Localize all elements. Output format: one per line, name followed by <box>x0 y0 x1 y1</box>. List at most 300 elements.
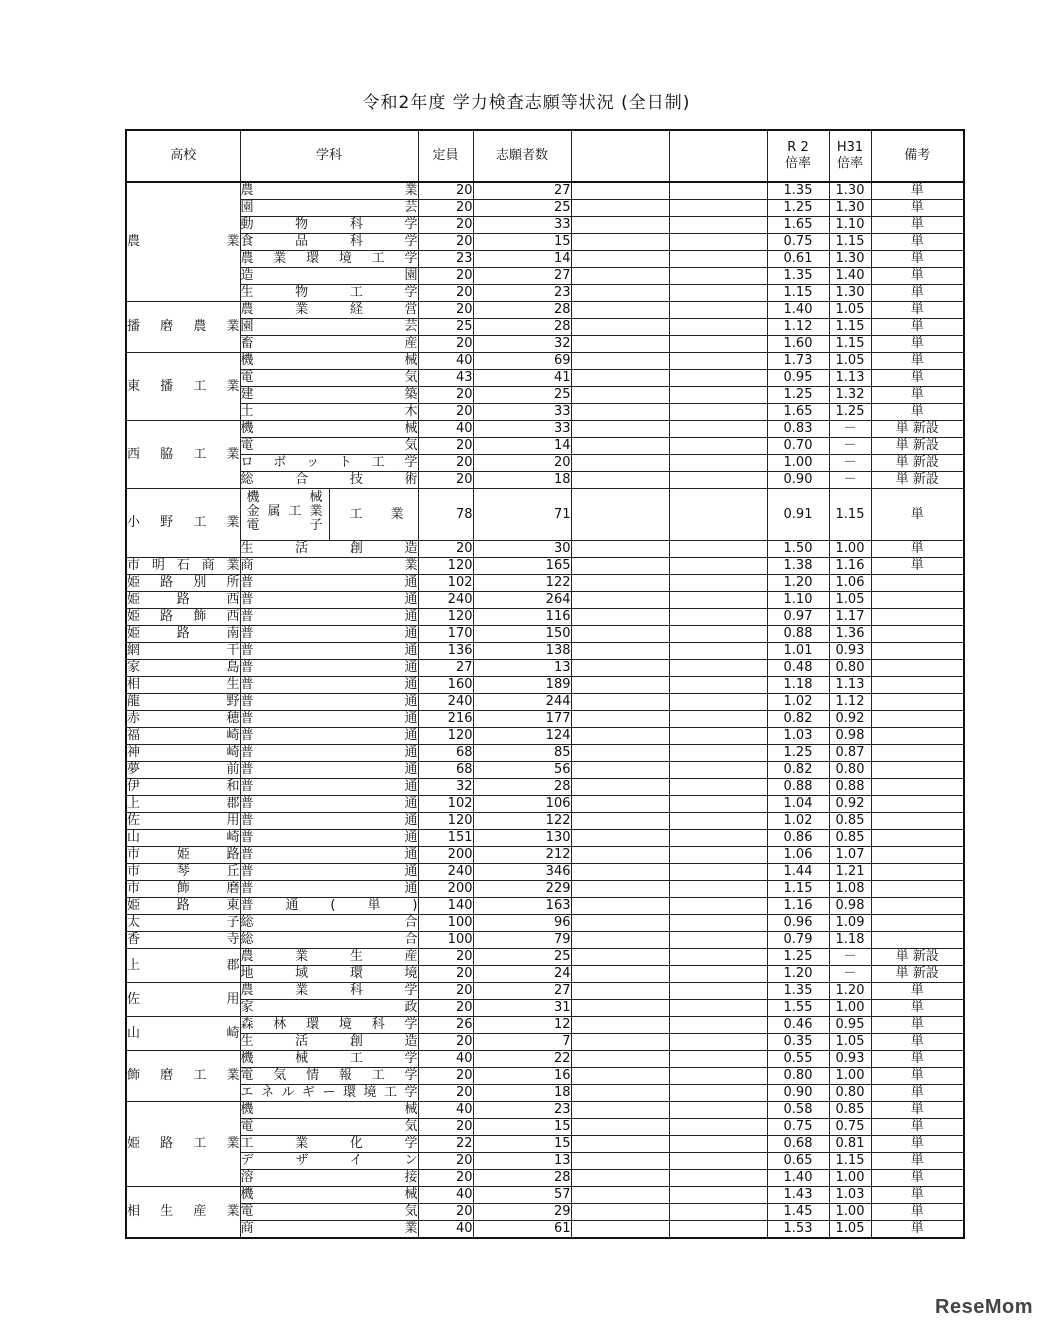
blank-cell <box>571 319 669 336</box>
dept-name: 工業 <box>349 506 404 522</box>
dept-name: 普通 <box>240 626 418 641</box>
h31-ratio-cell: 0.85 <box>829 813 871 830</box>
r2-ratio-cell: 0.95 <box>767 370 829 387</box>
r2-ratio-cell: 1.18 <box>767 677 829 694</box>
capacity-cell: 40 <box>418 353 473 370</box>
blank-cell <box>571 353 669 370</box>
applicants-cell: 23 <box>473 285 571 302</box>
note-cell: 単 <box>871 1034 964 1051</box>
note-cell: 単 新設 <box>871 455 964 472</box>
table-row <box>126 268 964 285</box>
blank-cell <box>669 1017 767 1034</box>
note-cell <box>871 881 964 898</box>
blank-cell <box>571 881 669 898</box>
applicants-cell: 25 <box>473 949 571 966</box>
applicants-cell: 189 <box>473 677 571 694</box>
blank-cell <box>571 370 669 387</box>
header-blank-1 <box>571 130 669 182</box>
h31-ratio-cell: 1.13 <box>829 677 871 694</box>
applicants-cell: 33 <box>473 217 571 234</box>
table-row <box>126 1085 964 1102</box>
table-row <box>126 728 964 745</box>
table-row <box>126 575 964 592</box>
dept-name: 機械 <box>240 353 418 368</box>
h31-ratio-cell: 1.30 <box>829 182 871 200</box>
note-cell: 単 <box>871 370 964 387</box>
h31-ratio-cell: 1.15 <box>829 1153 871 1170</box>
r2-ratio-cell: 0.35 <box>767 1034 829 1051</box>
dept-name: 普通 <box>240 711 418 726</box>
applicants-cell: 13 <box>473 1153 571 1170</box>
h31-ratio-cell: 1.00 <box>829 1068 871 1085</box>
note-cell <box>871 694 964 711</box>
r2-ratio-cell: 1.25 <box>767 745 829 762</box>
h31-ratio-cell: 1.30 <box>829 251 871 268</box>
applicants-cell: 28 <box>473 779 571 796</box>
blank-cell <box>571 1136 669 1153</box>
blank-cell <box>571 336 669 353</box>
h31-ratio-cell: 1.15 <box>829 336 871 353</box>
r2-ratio-cell: 1.45 <box>767 1204 829 1221</box>
note-cell <box>871 575 964 592</box>
h31-ratio-cell: 1.30 <box>829 200 871 217</box>
school-name: 姫路工業 <box>126 1102 240 1187</box>
capacity-cell: 20 <box>418 268 473 285</box>
table-row <box>126 711 964 728</box>
h31-ratio-cell: 0.75 <box>829 1119 871 1136</box>
h31-ratio-cell: 1.15 <box>829 234 871 251</box>
blank-cell <box>571 1034 669 1051</box>
school-name: 小野工業 <box>126 489 240 558</box>
table-row <box>126 404 964 421</box>
dept-name: 造園 <box>240 268 418 283</box>
blank-cell <box>571 626 669 643</box>
table-row <box>126 558 964 575</box>
table-row <box>126 830 964 847</box>
r2-ratio-cell: 1.40 <box>767 1170 829 1187</box>
r2-ratio-cell: 1.44 <box>767 864 829 881</box>
note-cell: 単 <box>871 983 964 1000</box>
blank-cell <box>669 966 767 983</box>
blank-cell <box>571 864 669 881</box>
capacity-cell: 20 <box>418 200 473 217</box>
r2-ratio-cell: 1.35 <box>767 983 829 1000</box>
h31-ratio-cell: 1.15 <box>829 319 871 336</box>
blank-cell <box>571 711 669 728</box>
table-row <box>126 353 964 370</box>
r2-ratio-cell: 0.55 <box>767 1051 829 1068</box>
blank-cell <box>571 966 669 983</box>
dept-name: エネルギー環境工学 <box>240 1085 418 1100</box>
r2-ratio-cell: 1.20 <box>767 575 829 592</box>
h31-ratio-cell: 1.05 <box>829 302 871 319</box>
capacity-cell: 20 <box>418 455 473 472</box>
h31-ratio-cell: － <box>829 966 871 983</box>
school-name: 姫路別所 <box>127 575 240 590</box>
r2-ratio-cell: 0.90 <box>767 472 829 489</box>
blank-cell <box>669 1068 767 1085</box>
note-cell: 単 <box>871 1187 964 1204</box>
capacity-cell: 102 <box>418 796 473 813</box>
blank-cell <box>571 1017 669 1034</box>
blank-cell <box>571 898 669 915</box>
header-school: 高校 <box>126 130 240 182</box>
applicants-cell: 30 <box>473 541 571 558</box>
note-cell <box>871 813 964 830</box>
capacity-cell: 22 <box>418 1136 473 1153</box>
table-row <box>126 541 964 558</box>
h31-ratio-cell: 0.88 <box>829 779 871 796</box>
applicants-cell: 138 <box>473 643 571 660</box>
note-cell: 単 <box>871 234 964 251</box>
capacity-cell: 23 <box>418 251 473 268</box>
blank-cell <box>669 677 767 694</box>
capacity-cell: 20 <box>418 1000 473 1017</box>
sub-dept: 金属工業 <box>246 504 323 519</box>
h31-ratio-cell: 1.20 <box>829 983 871 1000</box>
table-row <box>126 1204 964 1221</box>
capacity-cell: 20 <box>418 1170 473 1187</box>
r2-ratio-cell: 0.70 <box>767 438 829 455</box>
blank-cell <box>571 489 669 541</box>
dept-name: 電気情報工学 <box>240 1068 418 1083</box>
table-row <box>126 200 964 217</box>
applicants-cell: 33 <box>473 421 571 438</box>
applicants-cell: 69 <box>473 353 571 370</box>
dept-name: 農業環境工学 <box>240 251 418 266</box>
blank-cell <box>669 336 767 353</box>
capacity-cell: 102 <box>418 575 473 592</box>
note-cell <box>871 932 964 949</box>
school-name: 市姫路 <box>127 847 240 862</box>
blank-cell <box>669 711 767 728</box>
table-row <box>126 182 964 200</box>
dept-name: 農業 <box>240 183 418 198</box>
blank-cell <box>669 217 767 234</box>
note-cell: 単 <box>871 1204 964 1221</box>
header-applicants: 志願者数 <box>473 130 571 182</box>
blank-cell <box>571 285 669 302</box>
dept-name: 普通 <box>240 609 418 624</box>
blank-cell <box>571 251 669 268</box>
r2-ratio-cell: 0.90 <box>767 1085 829 1102</box>
note-cell: 単 新設 <box>871 472 964 489</box>
r2-ratio-cell: 1.15 <box>767 285 829 302</box>
capacity-cell: 20 <box>418 438 473 455</box>
school-name: 飾磨工業 <box>126 1051 240 1102</box>
capacity-cell: 140 <box>418 898 473 915</box>
capacity-cell: 40 <box>418 1187 473 1204</box>
blank-cell <box>571 609 669 626</box>
applicants-cell: 32 <box>473 336 571 353</box>
note-cell: 単 <box>871 387 964 404</box>
blank-cell <box>669 1102 767 1119</box>
dept-name: 普通 <box>240 660 418 675</box>
blank-cell <box>571 575 669 592</box>
note-cell: 単 <box>871 1170 964 1187</box>
applicants-cell: 20 <box>473 455 571 472</box>
applicants-cell: 33 <box>473 404 571 421</box>
blank-cell <box>669 1187 767 1204</box>
r2-ratio-cell: 0.61 <box>767 251 829 268</box>
capacity-cell: 20 <box>418 302 473 319</box>
capacity-cell: 240 <box>418 694 473 711</box>
dept-name: 家政 <box>240 1000 418 1015</box>
note-cell: 単 新設 <box>871 949 964 966</box>
dept-name: ロボット工学 <box>240 455 418 470</box>
r2-ratio-cell: 1.55 <box>767 1000 829 1017</box>
capacity-cell: 20 <box>418 1153 473 1170</box>
capacity-cell: 20 <box>418 182 473 200</box>
capacity-cell: 27 <box>418 660 473 677</box>
h31-ratio-cell: － <box>829 472 871 489</box>
school-name: 市琴丘 <box>127 864 240 879</box>
applicants-cell: 56 <box>473 762 571 779</box>
blank-cell <box>571 643 669 660</box>
capacity-cell: 25 <box>418 319 473 336</box>
applicants-cell: 165 <box>473 558 571 575</box>
h31-ratio-cell: 1.16 <box>829 558 871 575</box>
school-name: 佐用 <box>127 813 240 828</box>
note-cell: 単 新設 <box>871 438 964 455</box>
dept-name: 電気 <box>240 438 418 453</box>
h31-ratio-cell: 1.00 <box>829 1204 871 1221</box>
blank-cell <box>571 302 669 319</box>
blank-cell <box>669 932 767 949</box>
note-cell: 単 <box>871 1085 964 1102</box>
h31-ratio-cell: 0.85 <box>829 1102 871 1119</box>
r2-ratio-cell: 1.20 <box>767 966 829 983</box>
h31-ratio-cell: 1.12 <box>829 694 871 711</box>
capacity-cell: 20 <box>418 217 473 234</box>
applicants-cell: 18 <box>473 1085 571 1102</box>
dept-name: 商業 <box>240 558 418 573</box>
note-cell <box>871 762 964 779</box>
applicants-cell: 14 <box>473 438 571 455</box>
dept-name: デザイン <box>240 1153 418 1168</box>
header-blank-2 <box>669 130 767 182</box>
blank-cell <box>669 558 767 575</box>
capacity-cell: 151 <box>418 830 473 847</box>
blank-cell <box>571 796 669 813</box>
dept-name: 総合 <box>240 915 418 930</box>
capacity-cell: 200 <box>418 881 473 898</box>
dept-name: 農業経営 <box>240 302 418 317</box>
dept-name: 普通(単) <box>240 898 418 913</box>
r2-ratio-cell: 1.02 <box>767 694 829 711</box>
dept-name: 普通 <box>240 728 418 743</box>
table-row <box>126 455 964 472</box>
h31-ratio-cell: 1.18 <box>829 932 871 949</box>
table-row <box>126 285 964 302</box>
table-row <box>126 983 964 1000</box>
blank-cell <box>571 677 669 694</box>
capacity-cell: 68 <box>418 762 473 779</box>
blank-cell <box>669 915 767 932</box>
blank-cell <box>669 1000 767 1017</box>
dept-name: 土木 <box>240 404 418 419</box>
blank-cell <box>669 1119 767 1136</box>
note-cell <box>871 796 964 813</box>
dept-name: 普通 <box>240 779 418 794</box>
h31-ratio-cell: 1.09 <box>829 915 871 932</box>
blank-cell <box>571 1119 669 1136</box>
table-row <box>126 660 964 677</box>
table-row <box>126 847 964 864</box>
applicants-cell: 15 <box>473 1136 571 1153</box>
note-cell <box>871 864 964 881</box>
capacity-cell: 40 <box>418 1102 473 1119</box>
dept-name: 電気 <box>240 1119 418 1134</box>
dept-name: 普通 <box>240 762 418 777</box>
dept-name: 普通 <box>240 592 418 607</box>
h31-ratio-cell: 0.81 <box>829 1136 871 1153</box>
blank-cell <box>669 575 767 592</box>
blank-cell <box>669 1051 767 1068</box>
blank-cell <box>669 200 767 217</box>
capacity-cell: 20 <box>418 541 473 558</box>
blank-cell <box>571 932 669 949</box>
note-cell: 単 <box>871 302 964 319</box>
applicants-cell: 15 <box>473 234 571 251</box>
applicants-cell: 96 <box>473 915 571 932</box>
table-row <box>126 387 964 404</box>
capacity-cell: 32 <box>418 779 473 796</box>
blank-cell <box>669 472 767 489</box>
blank-cell <box>571 1068 669 1085</box>
school-name: 龍野 <box>127 694 240 709</box>
capacity-cell: 20 <box>418 336 473 353</box>
r2-ratio-cell: 0.58 <box>767 1102 829 1119</box>
dept-name: 生活創造 <box>240 541 418 556</box>
blank-cell <box>571 694 669 711</box>
r2-ratio-cell: 1.04 <box>767 796 829 813</box>
applicants-cell: 177 <box>473 711 571 728</box>
applicants-cell: 130 <box>473 830 571 847</box>
blank-cell <box>571 438 669 455</box>
h31-ratio-cell: 0.95 <box>829 1017 871 1034</box>
school-name: 姫路東 <box>127 898 240 913</box>
r2-ratio-cell: 1.35 <box>767 268 829 285</box>
capacity-cell: 100 <box>418 932 473 949</box>
page-title: 令和2年度 学力検査志願等状況 (全日制) <box>362 93 691 113</box>
table-row <box>126 643 964 660</box>
r2-ratio-cell: 1.10 <box>767 592 829 609</box>
note-cell: 単 <box>871 1068 964 1085</box>
capacity-cell: 68 <box>418 745 473 762</box>
h31-ratio-cell: 0.92 <box>829 796 871 813</box>
table-row <box>126 1119 964 1136</box>
applicants-cell: 13 <box>473 660 571 677</box>
note-cell: 単 <box>871 1051 964 1068</box>
blank-cell <box>571 1221 669 1239</box>
dept-name: 総合 <box>240 932 418 947</box>
school-name: 上郡 <box>126 949 240 983</box>
header-dept: 学科 <box>240 130 418 182</box>
r2-ratio-cell: 0.48 <box>767 660 829 677</box>
blank-cell <box>669 489 767 541</box>
h31-ratio-cell: 1.25 <box>829 404 871 421</box>
capacity-cell: 20 <box>418 404 473 421</box>
applicants-cell: 25 <box>473 200 571 217</box>
table-row <box>126 762 964 779</box>
h31-ratio-cell: 1.15 <box>829 489 871 541</box>
r2-ratio-cell: 1.40 <box>767 302 829 319</box>
h31-ratio-cell: － <box>829 949 871 966</box>
applicants-cell: 122 <box>473 575 571 592</box>
applicants-cell: 7 <box>473 1034 571 1051</box>
r2-ratio-cell: 1.65 <box>767 217 829 234</box>
r2-ratio-cell: 1.35 <box>767 182 829 200</box>
blank-cell <box>571 182 669 200</box>
applicants-cell: 244 <box>473 694 571 711</box>
blank-cell <box>571 558 669 575</box>
table-row <box>126 489 964 541</box>
r2-ratio-cell: 0.88 <box>767 779 829 796</box>
applicants-cell: 150 <box>473 626 571 643</box>
table-row <box>126 472 964 489</box>
dept-name: 動物科学 <box>240 217 418 232</box>
h31-ratio-cell: 1.03 <box>829 1187 871 1204</box>
dept-name: 普通 <box>240 575 418 590</box>
applicants-cell: 15 <box>473 1119 571 1136</box>
capacity-cell: 120 <box>418 558 473 575</box>
blank-cell <box>669 830 767 847</box>
header-row <box>126 130 964 182</box>
note-cell <box>871 779 964 796</box>
h31-ratio-cell: 0.93 <box>829 643 871 660</box>
school-name: 家島 <box>127 660 240 675</box>
applicants-cell: 61 <box>473 1221 571 1239</box>
capacity-cell: 43 <box>418 370 473 387</box>
capacity-cell: 40 <box>418 421 473 438</box>
blank-cell <box>571 387 669 404</box>
school-name: 伊和 <box>127 779 240 794</box>
h31-ratio-cell: 1.36 <box>829 626 871 643</box>
blank-cell <box>669 881 767 898</box>
dept-name: 機械 <box>240 1187 418 1202</box>
blank-cell <box>571 200 669 217</box>
note-cell: 単 <box>871 558 964 575</box>
blank-cell <box>669 1034 767 1051</box>
dept-name: 総合技術 <box>240 472 418 487</box>
blank-cell <box>571 915 669 932</box>
table-row <box>126 694 964 711</box>
table-row <box>126 336 964 353</box>
blank-cell <box>669 353 767 370</box>
applicants-cell: 116 <box>473 609 571 626</box>
capacity-cell: 20 <box>418 1068 473 1085</box>
blank-cell <box>571 592 669 609</box>
dept-name: 地域環境 <box>240 966 418 981</box>
school-name: 山崎 <box>127 830 240 845</box>
h31-ratio-cell: 1.05 <box>829 1034 871 1051</box>
note-cell: 単 <box>871 1136 964 1153</box>
table-row <box>126 1102 964 1119</box>
dept-name: 溶接 <box>240 1170 418 1185</box>
blank-cell <box>669 762 767 779</box>
applicants-cell: 14 <box>473 251 571 268</box>
applicants-cell: 22 <box>473 1051 571 1068</box>
school-name: 神崎 <box>127 745 240 760</box>
school-name: 山崎 <box>126 1017 240 1051</box>
blank-cell <box>669 438 767 455</box>
dept-name: 工業化学 <box>240 1136 418 1151</box>
applicants-cell: 27 <box>473 983 571 1000</box>
table-row <box>126 319 964 336</box>
r2-ratio-cell: 1.43 <box>767 1187 829 1204</box>
note-cell <box>871 609 964 626</box>
